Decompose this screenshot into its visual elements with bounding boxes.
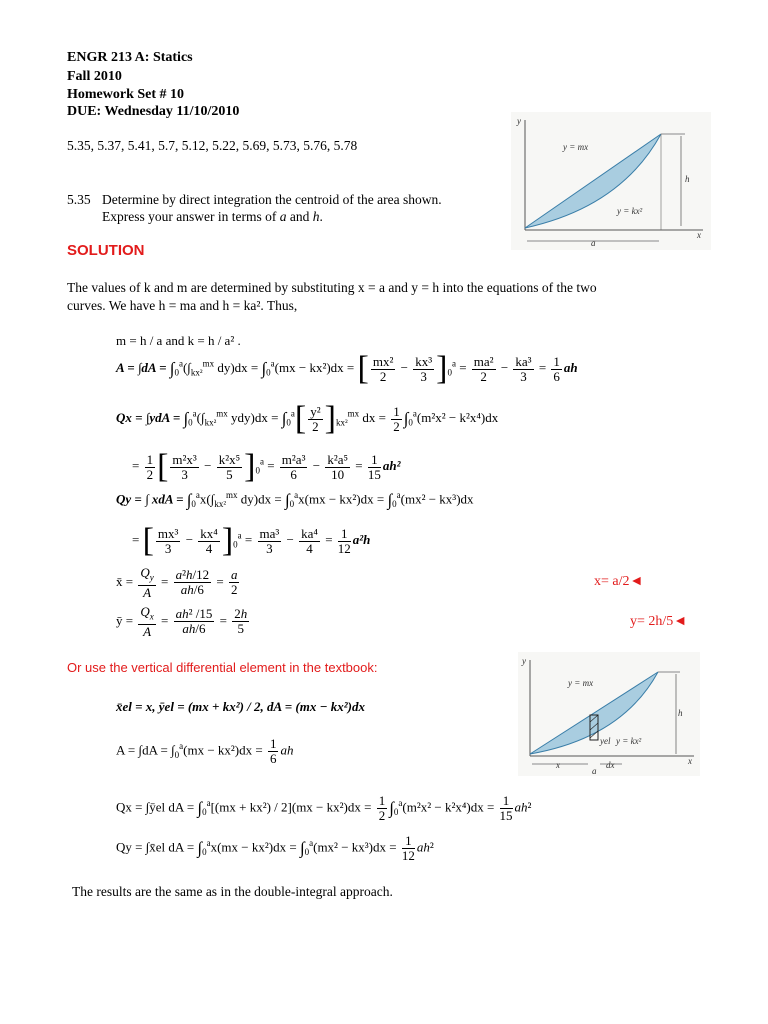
- fig1-curve-label: y = kx²: [617, 206, 643, 216]
- due-date: DUE: Wednesday 11/10/2010: [67, 104, 240, 119]
- fig2-x-label: x: [556, 760, 560, 770]
- alt-area-lhs: A = ∫dA = ∫: [116, 742, 175, 758]
- fig2-y-axis-label: y: [522, 656, 526, 666]
- var-h: h: [312, 209, 320, 224]
- qy-equation-cont: = [ $\frac{\text{mx³}}{3}$ − $\frac{\text{kx⁴}}{4}$ ]$_0^a$ = $\frac{\text{ma³}}{3}$ − $\frac{\text{ka⁴}}{4}$ = $\frac{1}{12}$ a²h: [132, 522, 371, 559]
- fig2-line-label: y = mx: [568, 678, 594, 688]
- qx-equation: $Qx = \int ydA = \int_0^a(\int_{kx^2}^{mx}$ $ydy)dx = \int_0^a$[ $\frac{\text{y²}}{2}$ ]$_{kx^2}^{mx}$ dx = $\frac{1}{2}$ $\int_0^a(m^2x^2 - k^2x^4)dx$: [116, 400, 499, 437]
- problem-list: 5.35, 5.37, 5.41, 5.7, 5.12, 5.22, 5.69, 5.73, 5.76, 5.78: [67, 138, 358, 153]
- area-equation-lhs: A = ∫dA =: [116, 359, 167, 375]
- fig2-x-axis-label: x: [688, 756, 692, 766]
- m-definition: m = h / a and: [116, 333, 185, 348]
- fig1-x-axis-label: x: [697, 230, 701, 240]
- intro-line-1: The values of k and m are determined by substituting x = a and y = h into the equations of the two: [67, 280, 597, 295]
- fig2-curve-label: y = kx²: [616, 736, 642, 746]
- intro-line-2: curves. We have h = ma and h = ka². Thus,: [67, 298, 298, 313]
- var-a: a: [279, 209, 287, 224]
- qy-result: a²h: [352, 531, 371, 547]
- problem-number: 5.35: [67, 192, 91, 207]
- fig1-y-axis-label: y: [517, 116, 521, 126]
- solution-heading: SOLUTION: [67, 242, 145, 259]
- alt-area-equation: $A = \int dA = \int_0^a(mx - kx^2)dx$ = $\frac{1}{6}$ ah: [116, 736, 294, 766]
- qx-result: ah²: [382, 457, 401, 473]
- fig2-h-label: h: [678, 708, 683, 718]
- fig2-a-label: a: [592, 766, 597, 776]
- term: Fall 2010: [67, 69, 122, 84]
- y-answer: y= 2h/5◄: [630, 614, 688, 629]
- fig1-a-label: a: [591, 238, 596, 248]
- conclusion-text: The results are the same as in the double-integral approach.: [72, 884, 393, 899]
- problem-line-2-text: Express your answer in terms of: [102, 209, 277, 224]
- element-definitions: [116, 699, 365, 715]
- alt-qy-lhs: Qy = ∫x̄el dA =: [116, 839, 195, 855]
- figure-area-diagram: [511, 112, 711, 250]
- qy-equation: Qy = ∫ xdA = $\int_0^ax(\int_{kx^2}^{mx}$ $dy)dx = \int_0^ax(mx - kx^2)dx = \int_0^a(mx^2 - kx^3)dx$: [116, 490, 474, 510]
- xbar-lhs: x̄ =: [116, 573, 134, 589]
- xbar-equation: x̄ = $\frac{Q_y}{A}$ = $\frac{\text{a²h/12}}{ah/6}$ = $\frac{a}{2}$: [116, 565, 238, 600]
- homework-set: Homework Set # 10: [67, 87, 185, 102]
- fig2-dx-label: dx: [606, 760, 615, 770]
- area-equation: $A = \int dA = \int_0^a(\int_{kx^2}^{mx}$ $dy)dx = \int_0^a(mx - kx^2)dx$ = [ $\frac{\text{mx²}}{2}$ − $\frac{\text{kx³}}{3}$ ]$_0^a$ = $\frac{\text{ma²}}{2}$ − $\frac{\text{ka³}}{3}$ = $\frac{1}{6}$ ah: [116, 350, 578, 387]
- period: .: [319, 209, 323, 224]
- area-result: ah: [563, 359, 578, 375]
- fig1-h-label: h: [685, 174, 690, 184]
- qx-equation-cont: = $\frac{1}{2}$ [ $\frac{\text{m²x³}}{3}$ − $\frac{\text{k²x⁵}}{5}$ ]$_0^a$ = $\frac{\text{m²a³}}{6}$ − $\frac{\text{k²a⁵}}{10}$ = $\frac{1}{15}$ ah²: [132, 448, 401, 485]
- x-answer: x= a/2◄: [594, 574, 644, 589]
- course-title: ENGR 213 A: Statics: [67, 50, 193, 65]
- m-k-definitions: [116, 333, 241, 349]
- figure-vertical-element: [518, 652, 700, 776]
- alt-qy-equation: Qy = ∫x̄el dA = $\int_0^ax(mx - kx^2)dx = \int_0^a(mx^2 - kx^3)dx$ = $\frac{1}{12}$ ah²: [116, 833, 434, 863]
- ybar-equation: ȳ = $\frac{Q_x}{A}$ = $\frac{\text{ah² /15}}{ah/6}$ = $\frac{2h}{5}$: [116, 604, 248, 639]
- ybar-lhs: ȳ =: [116, 612, 134, 628]
- fig2-yel-label: yel: [600, 736, 611, 746]
- and-text: and: [289, 209, 310, 224]
- problem-line-1: Determine by direct integration the centroid of the area shown.: [102, 192, 442, 207]
- qx-equation-lhs: Qx = ∫ydA =: [116, 409, 181, 425]
- fig1-line-label: y = mx: [563, 142, 589, 152]
- alt-method-note: Or use the vertical differential element in the textbook:: [67, 660, 378, 675]
- qy-equation-lhs: Qy = ∫ xdA =: [116, 491, 184, 507]
- alt-qx-lhs: Qx = ∫ȳel dA =: [116, 799, 195, 815]
- alt-qx-equation: Qx = ∫ȳel dA = $\int_0^a[(mx + kx^2) / 2](mx - kx^2)dx$ = $\frac{1}{2}$ $\int_0^a(m^2x^2 - k^2x^4)dx$ = $\frac{1}{15}$ ah²: [116, 793, 532, 823]
- element-definitions-text: x̄el = x, ȳel = (mx + kx²) / 2, dA = (mx − kx²)dx: [116, 699, 365, 714]
- k-definition: k = h / a² .: [187, 333, 241, 348]
- problem-line-2: [102, 208, 323, 226]
